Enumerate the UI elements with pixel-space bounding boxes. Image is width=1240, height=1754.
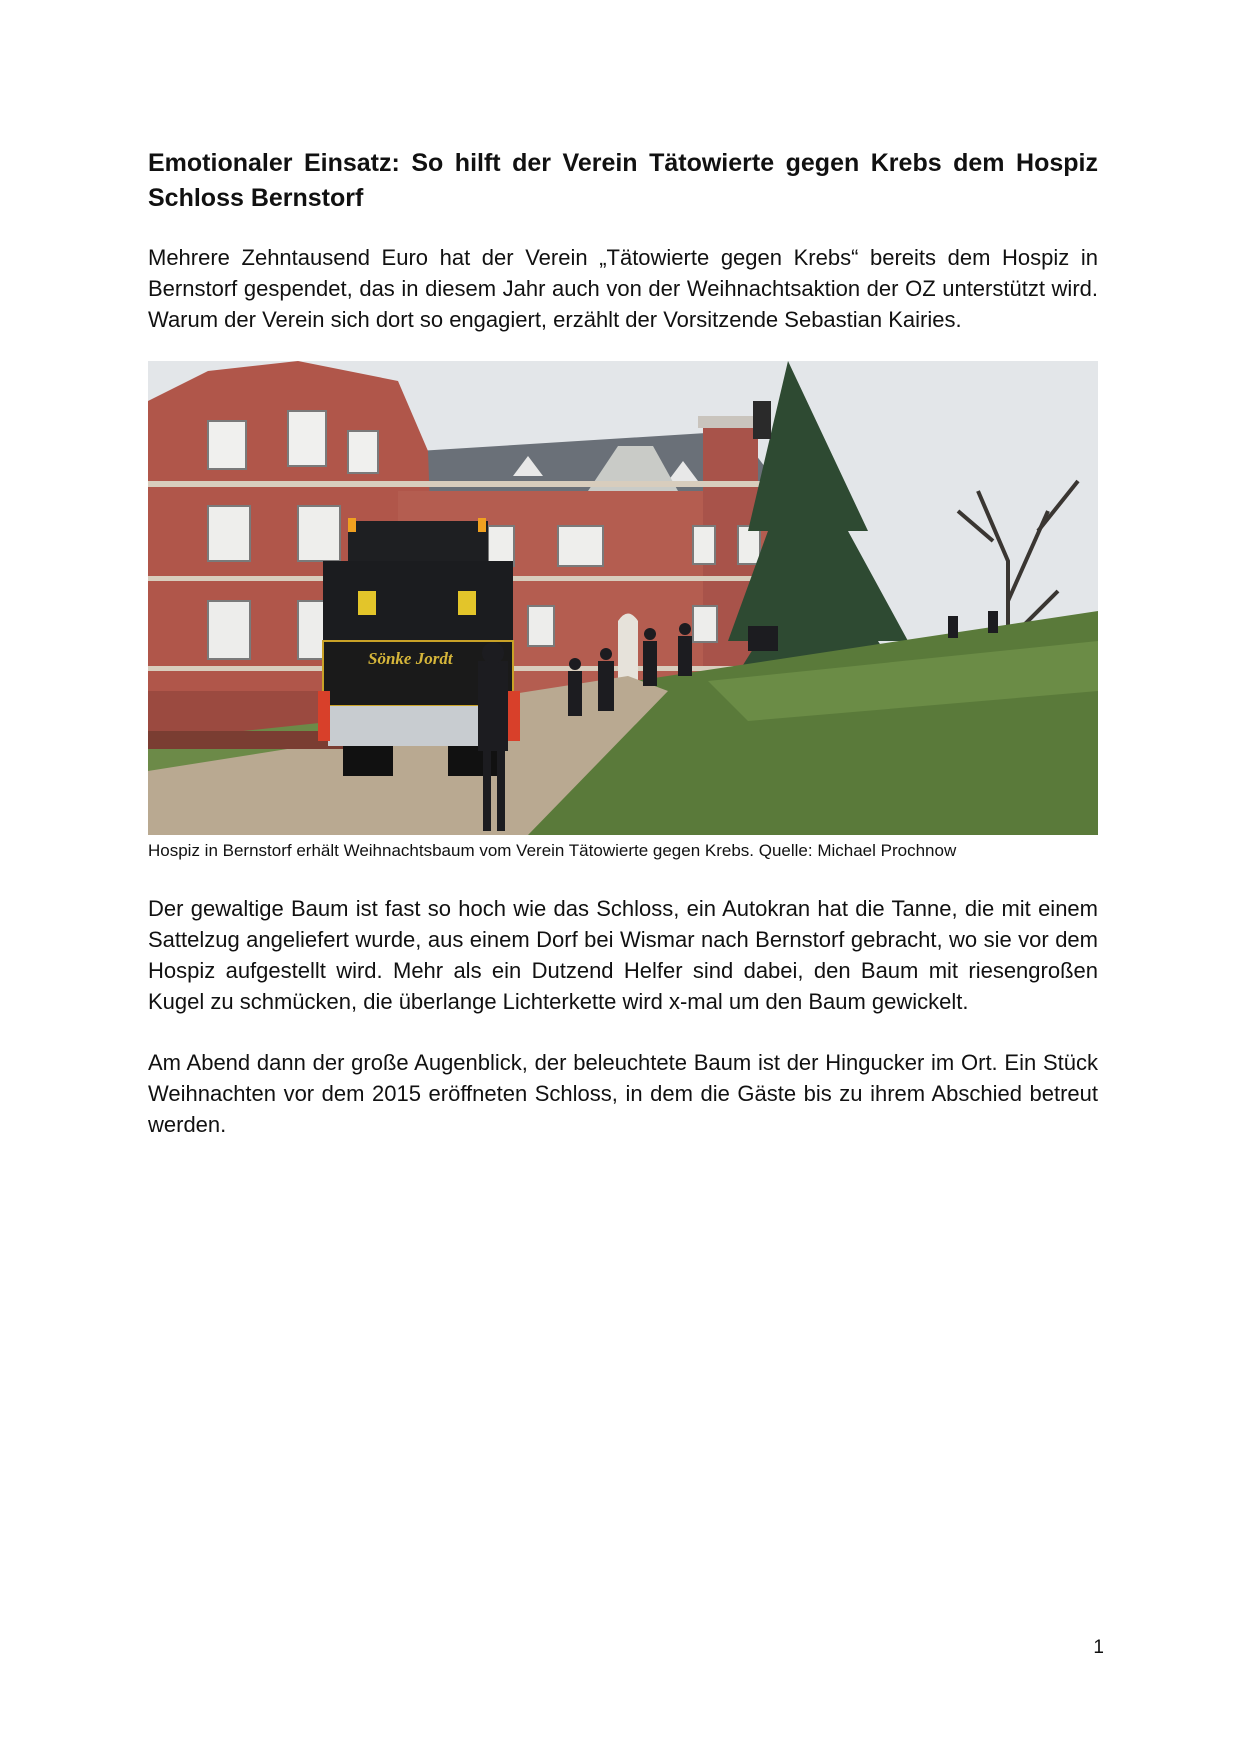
article-paragraph-1: Der gewaltige Baum ist fast so hoch wie das Schloss, ein Autokran hat die Tanne, die mit einem Sattelzug angeliefert wurde, aus einem Dorf bei Wismar nach Bernstorf gebracht, wo sie vor dem Hospiz aufgestellt wird. Mehr als ein Dutzend Helfer sind dabei, den Baum mit riesengroßen Kugel zu schmücken, die überlange Lichterkette wird x-mal um den Baum gewickelt.: [148, 896, 1098, 1014]
page-number: 1: [1093, 1637, 1104, 1658]
article-paragraph-2: Am Abend dann der große Augenblick, der beleuchtete Baum ist der Hingucker im Ort. Ein Stück Weihnachten vor dem 2015 eröffneten Schloss, in dem die Gäste bis zu ihrem Abschied betreut werden.: [148, 1050, 1098, 1137]
photo-caption: Hospiz in Bernstorf erhält Weihnachtsbaum vom Verein Tätowierte gegen Krebs. Quelle: Michael Prochnow: [148, 841, 957, 860]
article-photo: [148, 361, 1098, 835]
truck-lettering: Sönke Jordt: [368, 649, 453, 668]
article-headline: Emotionaler Einsatz: So hilft der Verein Tätowierte gegen Krebs dem Hospiz Schloss Bernstorf: [148, 149, 1098, 212]
article-lead: Mehrere Zehntausend Euro hat der Verein „Tätowierte gegen Krebs“ bereits dem Hospiz in Bernstorf gespendet, das in diesem Jahr auch von der Weihnachtsaktion der OZ unterstützt wird. Warum der Verein sich dort so engagiert, erzählt der Vorsitzende Sebastian Kairies.: [148, 245, 1098, 332]
article: [148, 146, 1098, 1140]
castle-photo-illustration: [148, 361, 1098, 835]
